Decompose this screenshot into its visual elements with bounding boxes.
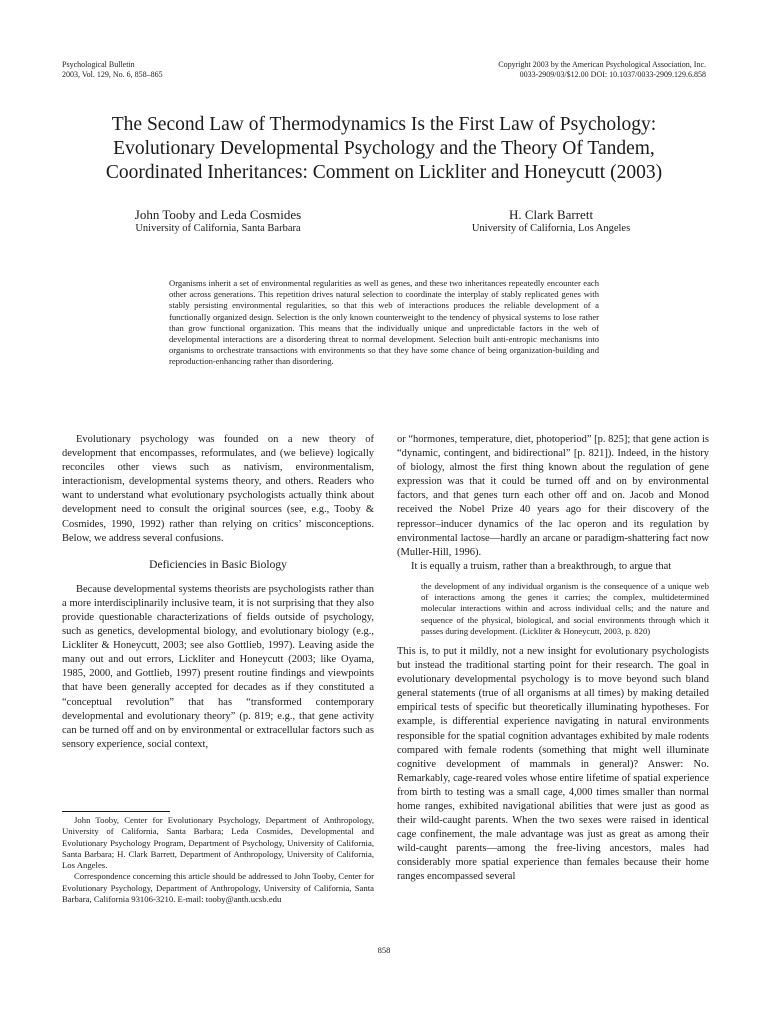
copyright-line: Copyright 2003 by the American Psychological Association, Inc. [498,60,706,69]
body-paragraph: This is, to put it mildly, not a new insight for evolutionary psychologists but instead the traditional starting point for their research. The goal in evolutionary developmental psychology is to move beyond such bland general statements (true of all organisms at all times) by making detailed empirical tests of specific but theoretically illuminating hypotheses. For example, is differential experience navigating in natural environments responsible for the spatial cognition advantages exhibited by male rodents compared with female rodents (something that might well illuminate cognitive development of mammals in general)? Answer: No. Remarkably, cage-reared voles whose entire lifetime of spatial experience from birth to testing was a small cage, 4,000 times smaller than normal home ranges, exhibited navigational abilities that were just as good as their wild-caught parents. When the two sexes were raised in identical cage confinement, the male advantage was just as great as among their wild-caught parents—among the free-living ancestors, males had considerably more spatial experience than females because their home ranges encompassed several [397,645,709,883]
journal-name: Psychological Bulletin [62,60,135,69]
body-paragraph: or “hormones, temperature, diet, photoperiod” [p. 825]; that gene action is “dynamic, contingent, and bidirectional” [p. 821]). Indeed, in the history of biology, almost the first thing known about the regulation of gene expression was that it could be turned off and on by environmental factors, and that genes turn each other off and on. Jacob and Monod received the Nobel Prize 40 years ago for their discovery of the repressor–inducer dynamics of the lac operon and its regulation by environmental lactose—hardly an arcane or paradigm-shattering fact now (Muller-Hill, 1996). [397,434,709,558]
author-affiliation: University of California, Santa Barbara [135,223,301,234]
right-column [397,433,709,885]
section-heading: Deficiencies in Basic Biology [149,558,287,571]
title-line-3: Coordinated Inheritances: Comment on Lickliter and Honeycutt (2003) [105,162,663,183]
footnotes [62,815,374,905]
footnote-divider [62,811,170,812]
author-names: H. Clark Barrett [508,207,594,222]
author-block-1 [103,207,333,235]
article-title [40,113,728,185]
left-column [62,433,374,752]
title-line-1: The Second Law of Thermodynamics Is the First Law of Psychology: [111,114,657,135]
journal-header [62,60,163,80]
author-names: John Tooby and Leda Cosmides [134,207,302,222]
page-number: 858 [377,945,391,955]
correspondence-note: Correspondence concerning this article should be addressed to John Tooby, Center for Evolutionary Psychology, Department of Anthropology, University of California, Santa Barbara, California 93106-3210. E-mail: tooby@anth.ucsb.edu [62,871,374,905]
abstract: Organisms inherit a set of environmental regularities as well as genes, and these two inheritances repeatedly encounter each other across generations. This repetition drives natural selection to coordinate the interplay of stably replicated genes with stably persisting environmental regularities, so that this web of interactions produces the reliable development of a functionally organized design. Selection is the only known counterweight to the tendency of physical systems to lose rather than grow functional organization. This means that the individually unique and unpredictable factors in the web of developmental interactions are a disordering threat to normal development. Selection built anti-entropic mechanisms into organisms to orchestrate transactions with environments so that they have some chance of being organization-building and reproduction-enhancing rather than disordering. [169,278,599,367]
title-line-2: Evolutionary Developmental Psychology and the Theory Of Tandem, [113,138,655,159]
copyright-header [498,60,706,80]
body-paragraph: Because developmental systems theorists are psychologists rather than a more interdisciplinarily inclusive team, it is not surprising that they also provide questionable characterizations of fields outside of psychology, such as genetics, developmental biology, and evolutionary biology (e.g., Lickliter & Honeycutt, 2003; see also Gottlieb, 1997). Leaving aside the many out and out errors, Lickliter and Honeycutt (2003; like Oyama, 1985, 2000, and Gottlieb, 1997) present routine findings and viewpoints that have been generally accepted for decades as if they constituted a “conceptual revolution” that has “transformed contemporary developmental and evolutionary theory” (p. 819; e.g., that gene activity can be turned off and on by environmental or extracellular factors such as sensory experience, social context, [62,583,374,750]
journal-volume: 2003, Vol. 129, No. 6, 858–865 [62,70,163,79]
block-quote: the development of any individual organism is the consequence of a unique web of interactions among the genes it carries; the complex, multidetermined molecular interactions within and across individual cells; and the nature and sequence of the physical, biological, and social environments through which it passes during development. (Lickliter & Honeycutt, 2003, p. 820) [421,580,709,636]
author-note: John Tooby, Center for Evolutionary Psychology, Department of Anthropology, University of California, Santa Barbara; Leda Cosmides, Developmental and Evolutionary Psychology Program, Department of Psychology, University of California, Santa Barbara; H. Clark Barrett, Department of Anthropology, University of California, Los Angeles. [62,815,374,871]
author-block-2 [441,207,661,235]
doi-line: 0033-2909/03/$12.00 DOI: 10.1037/0033-2909.129.6.858 [519,70,706,79]
body-paragraph: Evolutionary psychology was founded on a new theory of development that encompasses, reformulates, and (we believe) logically reconciles other views such as nativism, environmentalism, interactionism, developmental systems theory, and others. Readers who want to understand what evolutionary psychologists actually think about development need to consult the original sources (see, e.g., Tooby & Cosmides, 1990, 1992) rather than relying on critics’ misconceptions. Below, we address several confusions. [62,434,374,544]
author-affiliation: University of California, Los Angeles [471,223,631,234]
body-paragraph: It is equally a truism, rather than a breakthrough, to argue that [411,560,672,572]
